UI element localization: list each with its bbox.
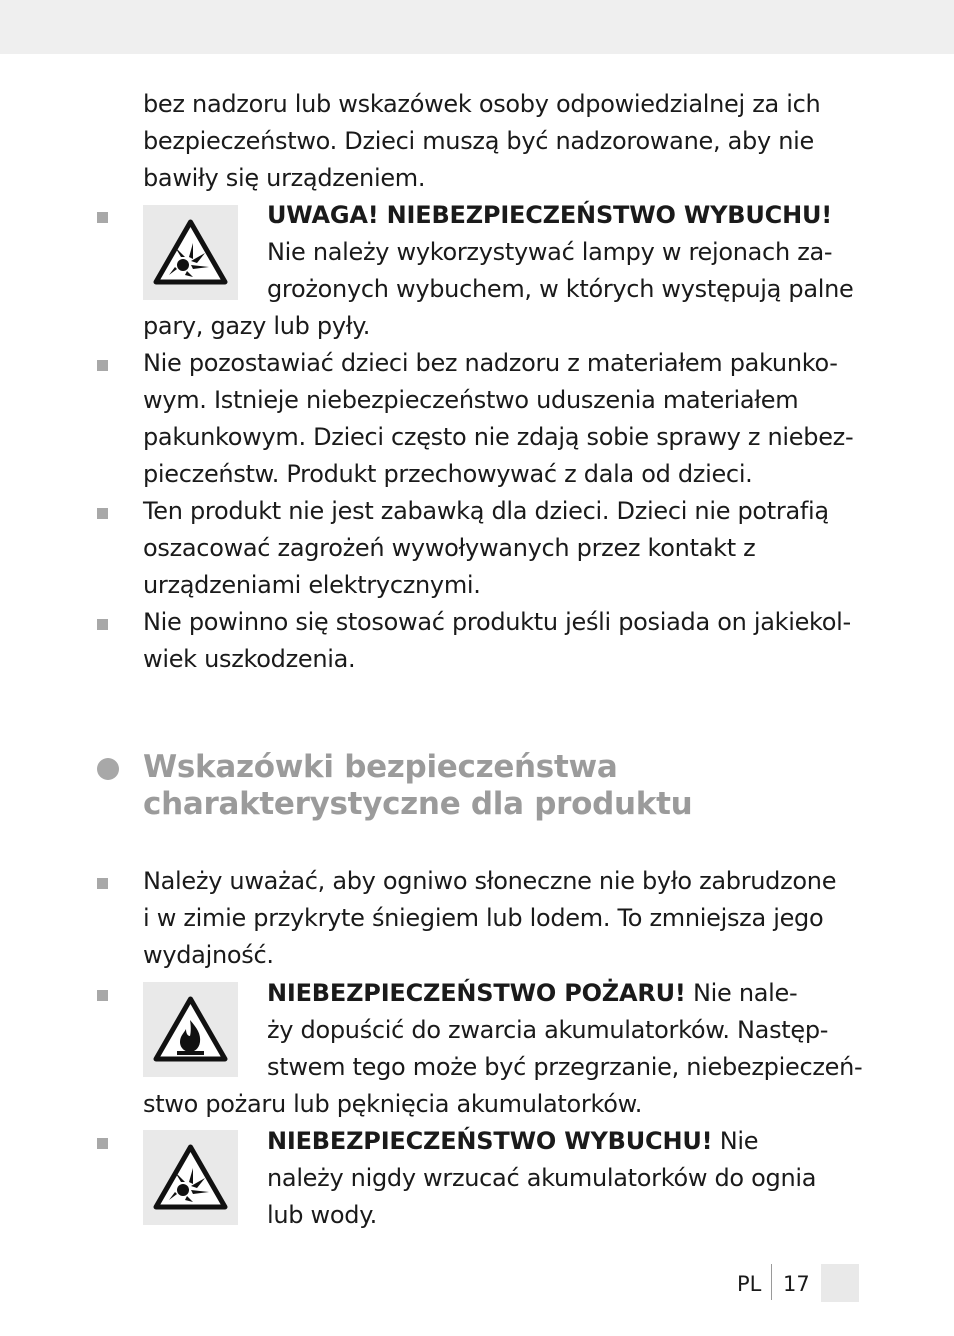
text-line: Nie należy wykorzystywać lampy w rejonach za- bbox=[267, 238, 833, 266]
text-fragment: Nie bbox=[712, 1127, 759, 1155]
bullet-square bbox=[97, 878, 108, 889]
text-line: Nie pozostawiać dzieci bez nadzoru z materiałem pakunko- bbox=[143, 349, 838, 377]
intro-paragraph bbox=[143, 86, 863, 197]
text-line: wym. Istnieje niebezpieczeństwo uduszenia materiałem bbox=[143, 386, 799, 414]
list-item-explosion-warning bbox=[143, 197, 863, 345]
bullet-square bbox=[97, 360, 108, 371]
text-line: wiek uszkodzenia. bbox=[143, 645, 356, 673]
text-line bbox=[143, 975, 863, 1012]
bullet-square bbox=[97, 1138, 108, 1149]
text-line: stwem tego może być przegrzanie, niebezpieczeń- bbox=[267, 1053, 863, 1081]
heading-bullet-dot bbox=[97, 758, 119, 780]
text-line: bezpieczeństwo. Dzieci muszą być nadzorowane, aby nie bbox=[143, 127, 814, 155]
list-item-packaging bbox=[143, 345, 863, 493]
heading-line: Wskazówki bezpieczeństwa bbox=[143, 749, 618, 785]
warning-title: NIEBEZPIECZEŃSTWO POŻARU! bbox=[267, 979, 686, 1007]
text-line: należy nigdy wrzucać akumulatorków do ognia bbox=[267, 1164, 817, 1192]
text-line: stwo pożaru lub pęknięcia akumulatorków. bbox=[143, 1090, 643, 1118]
text-line: urządzeniami elektrycznymi. bbox=[143, 571, 481, 599]
section-heading bbox=[143, 749, 863, 823]
text-line: bawiły się urządzeniem. bbox=[143, 164, 426, 192]
heading-line: charakterystyczne dla produktu bbox=[143, 786, 693, 822]
bullet-square bbox=[97, 508, 108, 519]
footer-marker-box bbox=[821, 1264, 859, 1302]
bullet-square bbox=[97, 619, 108, 630]
text-line: pieczeństw. Produkt przechowywać z dala od dzieci. bbox=[143, 460, 753, 488]
bullet-square bbox=[97, 990, 108, 1001]
text-line: oszacować zagrożeń wywoływanych przez kontakt z bbox=[143, 534, 756, 562]
text-fragment: Nie nale- bbox=[685, 979, 798, 1007]
list-item-battery-explosion bbox=[143, 1123, 863, 1234]
text-line: bez nadzoru lub wskazówek osoby odpowiedzialnej za ich bbox=[143, 90, 821, 118]
list-item-fire-warning bbox=[143, 975, 863, 1123]
text-line: pary, gazy lub pyły. bbox=[143, 312, 371, 340]
footer-language: PL bbox=[737, 1272, 762, 1296]
text-line bbox=[143, 1123, 863, 1160]
list-item-solar-cell bbox=[143, 863, 863, 974]
text-line: grożonych wybuchem, w których występują palne bbox=[267, 275, 854, 303]
text-line: Ten produkt nie jest zabawką dla dzieci. Dzieci nie potrafią bbox=[143, 497, 829, 525]
warning-title: NIEBEZPIECZEŃSTWO WYBUCHU! bbox=[267, 1127, 713, 1155]
text-line: wydajność. bbox=[143, 941, 274, 969]
text-line: pakunkowym. Dzieci często nie zdają sobie sprawy z niebez- bbox=[143, 423, 854, 451]
bullet-square bbox=[97, 212, 108, 223]
footer-divider bbox=[771, 1264, 772, 1300]
warning-title: UWAGA! NIEBEZPIECZEŃSTWO WYBUCHU! bbox=[267, 201, 832, 229]
list-item-damage bbox=[143, 604, 863, 678]
text-line: ży dopuścić do zwarcia akumulatorków. Następ- bbox=[267, 1016, 829, 1044]
text-line: Należy uważać, aby ogniwo słoneczne nie było zabrudzone bbox=[143, 867, 837, 895]
text-line: lub wody. bbox=[267, 1201, 377, 1229]
page-top-band bbox=[0, 0, 954, 54]
text-line: Nie powinno się stosować produktu jeśli posiada on jakiekol- bbox=[143, 608, 851, 636]
list-item-not-a-toy bbox=[143, 493, 863, 604]
page-number: 17 bbox=[783, 1272, 810, 1296]
text-line: i w zimie przykryte śniegiem lub lodem. To zmniejsza jego bbox=[143, 904, 824, 932]
